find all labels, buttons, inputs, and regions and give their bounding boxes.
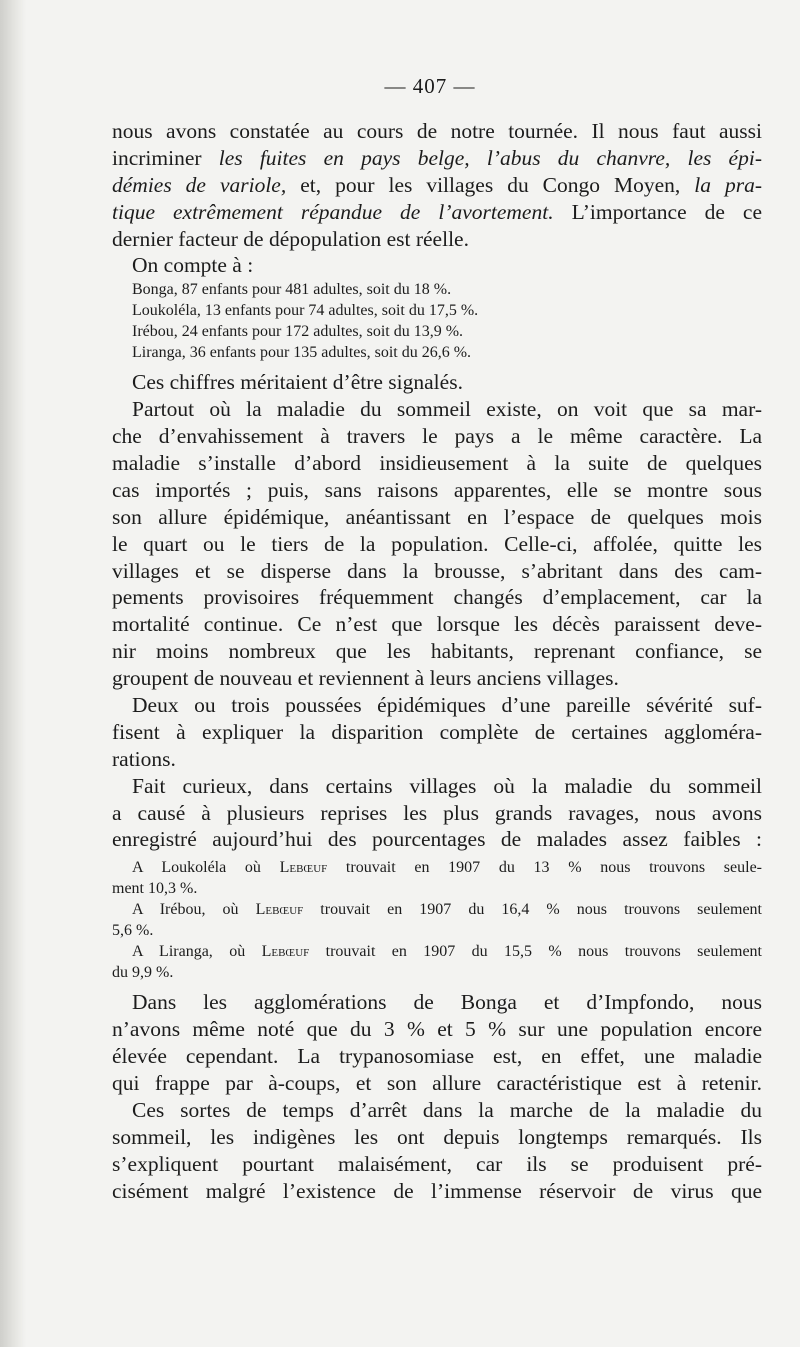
footnote-line: A Loukoléla où Lebœuf trouvait en 1907 du 13 % nous trouvons seule-: [132, 859, 762, 877]
footnote-line: du 9,9 %.: [112, 964, 174, 982]
text-line: démies de variole, et, pour les villages du Congo Moyen, la pra-: [112, 172, 762, 197]
text-line: Deux ou trois poussées épidémiques d’une pareille sévérité suf-: [132, 693, 762, 718]
text-line: élevée cependant. La trypanosomiase est, en effet, une maladie: [112, 1044, 762, 1069]
text-line: groupent de nouveau et reviennent à leurs anciens villages.: [112, 666, 619, 691]
list-item: Bonga, 87 enfants pour 481 adultes, soit du 18 %.: [132, 281, 452, 299]
text-line: Ces chiffres méritaient d’être signalés.: [132, 370, 463, 395]
page-edge-shadow: [0, 0, 26, 1347]
text-line: son allure épidémique, anéantissant en l’espace de quelques mois: [112, 504, 762, 529]
text-line: enregistré aujourd’hui des pourcentages de malades assez faibles :: [112, 827, 762, 852]
text-line: le quart ou le tiers de la population. Celle-ci, affolée, quitte les: [112, 531, 762, 556]
text-line: maladie s’installe d’abord insidieusement à la suite de quelques: [112, 451, 762, 476]
footnote-line: ment 10,3 %.: [112, 880, 198, 898]
text-line: Fait curieux, dans certains villages où la maladie du sommeil: [132, 773, 762, 798]
text-line: rations.: [112, 746, 176, 771]
footnote-line: A Liranga, où Lebœuf trouvait en 1907 du 15,5 % nous trouvons seulement: [132, 943, 762, 961]
body-text: [112, 118, 762, 1205]
footnote-line: A Irébou, où Lebœuf trouvait en 1907 du 16,4 % nous trouvons seulement: [132, 901, 762, 919]
text-line: Ces sortes de temps d’arrêt dans la marche de la maladie du: [132, 1097, 762, 1122]
text-line: che d’envahissement à travers le pays a le même caractère. La: [112, 424, 762, 449]
text-line: n’avons même noté que du 3 % et 5 % sur une population encore: [112, 1017, 762, 1042]
text-line: pements provisoires fréquemment changés d’emplacement, car la: [112, 585, 762, 610]
text-line: fisent à expliquer la disparition complète de certaines aggloméra-: [112, 719, 762, 744]
text-line: sommeil, les indigènes les ont depuis longtemps remarqués. Ils: [112, 1124, 762, 1149]
text-line: incriminer les fuites en pays belge, l’abus du chanvre, les épi-: [112, 145, 762, 170]
text-line: cas importés ; puis, sans raisons apparentes, elle se montre sous: [112, 477, 762, 502]
text-line: a causé à plusieurs reprises les plus grands ravages, nous avons: [112, 800, 762, 825]
footnote-line: 5,6 %.: [112, 922, 154, 940]
text-line: tique extrêmement répandue de l’avortement. L’importance de ce: [112, 199, 763, 224]
text-line: dernier facteur de dépopulation est réelle.: [112, 226, 469, 251]
text-line: nir moins nombreux que les habitants, reprenant confiance, se: [112, 639, 762, 664]
text-line: qui frappe par à-coups, et son allure caractéristique est à retenir.: [112, 1071, 762, 1096]
list-item: Loukoléla, 13 enfants pour 74 adultes, soit du 17,5 %.: [132, 302, 479, 320]
text-line: nous avons constatée au cours de notre tournée. Il nous faut aussi: [112, 119, 762, 143]
list-item: Irébou, 24 enfants pour 172 adultes, soit du 13,9 %.: [132, 323, 464, 341]
text-line: Dans les agglomérations de Bonga et d’Impfondo, nous: [132, 990, 762, 1015]
page-number: — 407 —: [384, 74, 476, 98]
text-line: villages et se disperse dans la brousse, s’abritant dans des cam-: [112, 558, 762, 583]
list-item: Liranga, 36 enfants pour 135 adultes, soit du 26,6 %.: [132, 344, 472, 362]
text-line: Partout où la maladie du sommeil existe, on voit que sa mar-: [132, 397, 762, 422]
text-line: mortalité continue. Ce n’est que lorsque les décès paraissent deve-: [112, 612, 762, 637]
text-line: cisément malgré l’existence de l’immense réservoir de virus que: [112, 1178, 762, 1203]
list-intro: On compte à :: [132, 253, 254, 278]
text-line: s’expliquent pourtant malaisément, car ils se produisent pré-: [112, 1151, 762, 1176]
